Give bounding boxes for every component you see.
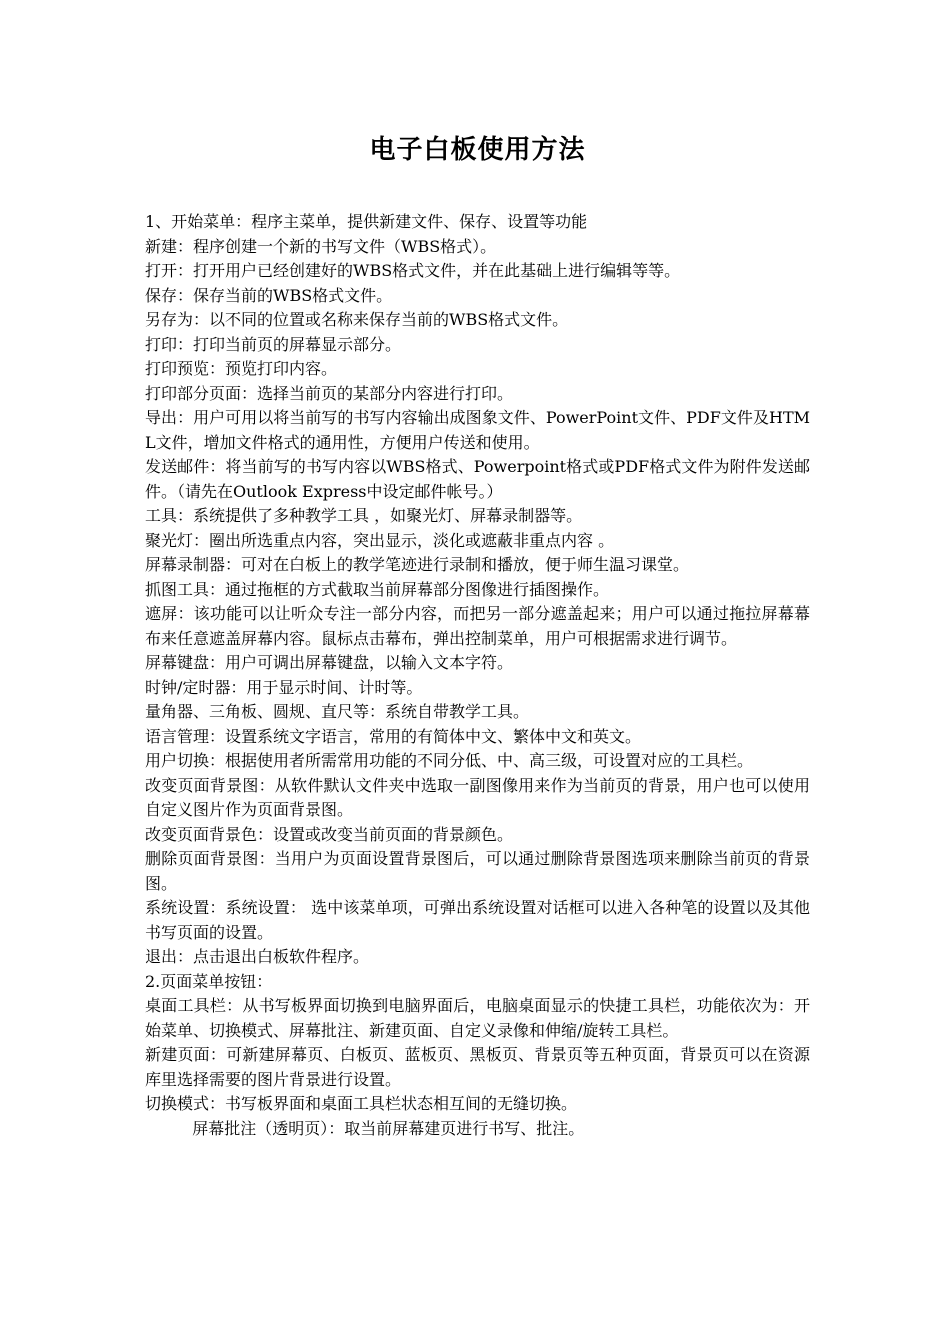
- paragraph-switch-mode: 切换模式：书写板界面和桌面工具栏状态相互间的无缝切换。: [145, 1094, 578, 1113]
- document-body: [145, 210, 810, 1141]
- paragraph-spotlight: 聚光灯：圈出所选重点内容，突出显示，淡化或遮蔽非重点内容 。: [145, 530, 615, 550]
- document-title: 电子白板使用方法: [369, 135, 586, 165]
- paragraph-page-menu-heading: 2.页面菜单按钮：: [145, 971, 273, 991]
- paragraph-new-page: 新建页面：可新建屏幕页、白板页、蓝板页、黑板页、背景页等五种页面，背景页可以在资源库里选择需要的图片背景进行设置。: [145, 1045, 810, 1089]
- paragraph-screen-annotation: 屏幕批注（透明页）：取当前屏幕建页进行书写、批注。: [192, 1118, 585, 1138]
- paragraph-send-email: 发送邮件：将当前写的书写内容以WBS格式、Powerpoint格式或PDF格式文件为附件发送邮件。（请先在Outlook Express中设定邮件帐号。）: [145, 457, 810, 501]
- paragraph-start-menu: 1、开始菜单：程序主菜单，提供新建文件、保存、设置等功能: [145, 212, 588, 231]
- paragraph-print-partial: 打印部分页面：选择当前页的某部分内容进行打印。: [145, 383, 514, 403]
- document-page: [145, 130, 810, 1141]
- paragraph-new: 新建：程序创建一个新的书写文件（WBS格式）。: [145, 236, 497, 256]
- paragraph-exit: 退出：点击退出白板软件程序。: [145, 947, 370, 966]
- paragraph-tools: 工具：系统提供了多种教学工具 ，如聚光灯、屏幕录制器等。: [145, 506, 583, 525]
- paragraph-save: 保存：保存当前的WBS格式文件。: [145, 285, 393, 305]
- paragraph-clock-timer: 时钟/定时器：用于显示时间、计时等。: [145, 677, 423, 697]
- paragraph-screen-shade: 遮屏：该功能可以让听众专注一部分内容，而把另一部分遮盖起来；用户可以通过拖拉屏幕幕布来任意遮盖屏幕内容。鼠标点击幕布，弹出控制菜单，用户可根据需求进行调节。: [145, 604, 810, 648]
- paragraph-math-tools: 量角器、三角板、圆规、直尺等：系统自带教学工具。: [145, 702, 530, 721]
- paragraph-language: 语言管理：设置系统文字语言，常用的有简体中文、繁体中文和英文。: [145, 726, 642, 746]
- paragraph-print-preview: 打印预览：预览打印内容。: [145, 359, 338, 378]
- paragraph-system-settings: 系统设置：系统设置： 选中该菜单项，可弹出系统设置对话框可以进入各种笔的设置以及其他书写页面的设置。: [145, 898, 810, 942]
- paragraph-save-as: 另存为：以不同的位置或名称来保存当前的WBS格式文件。: [145, 310, 569, 329]
- paragraph-bg-image: 改变页面背景图：从软件默认文件夹中选取一副图像用来作为当前页的背景，用户也可以使用自定义图片作为页面背景图。: [145, 775, 810, 819]
- paragraph-open: 打开：打开用户已经创建好的WBS格式文件，并在此基础上进行编辑等等。: [145, 261, 681, 280]
- paragraph-export: 导出：用户可用以将当前写的书写内容输出成图象文件、PowerPoint文件、PDF文件及HTML文件，增加文件格式的通用性，方便用户传送和使用。: [145, 408, 810, 452]
- paragraph-desktop-toolbar: 桌面工具栏：从书写板界面切换到电脑界面后，电脑桌面显示的快捷工具栏，功能依次为：开始菜单、切换模式、屏幕批注、新建页面、自定义录像和伸缩/旋转工具栏。: [145, 996, 810, 1040]
- paragraph-screen-keyboard: 屏幕键盘：用户可调出屏幕键盘，以输入文本字符。: [145, 653, 514, 672]
- paragraph-delete-bg: 删除页面背景图：当用户为页面设置背景图后，可以通过删除背景图选项来删除当前页的背景图。: [145, 849, 810, 893]
- paragraph-capture-tool: 抓图工具：通过拖框的方式截取当前屏幕部分图像进行插图操作。: [145, 579, 610, 599]
- paragraph-print: 打印：打印当前页的屏幕显示部分。: [145, 334, 402, 354]
- paragraph-bg-color: 改变页面背景色：设置或改变当前页面的背景颜色。: [145, 824, 514, 844]
- paragraph-user-switch: 用户切换：根据使用者所需常用功能的不同分低、中、高三级，可设置对应的工具栏。: [145, 751, 754, 770]
- paragraph-screen-recorder: 屏幕录制器：可对在白板上的教学笔迹进行录制和播放，便于师生温习课堂。: [145, 555, 690, 574]
